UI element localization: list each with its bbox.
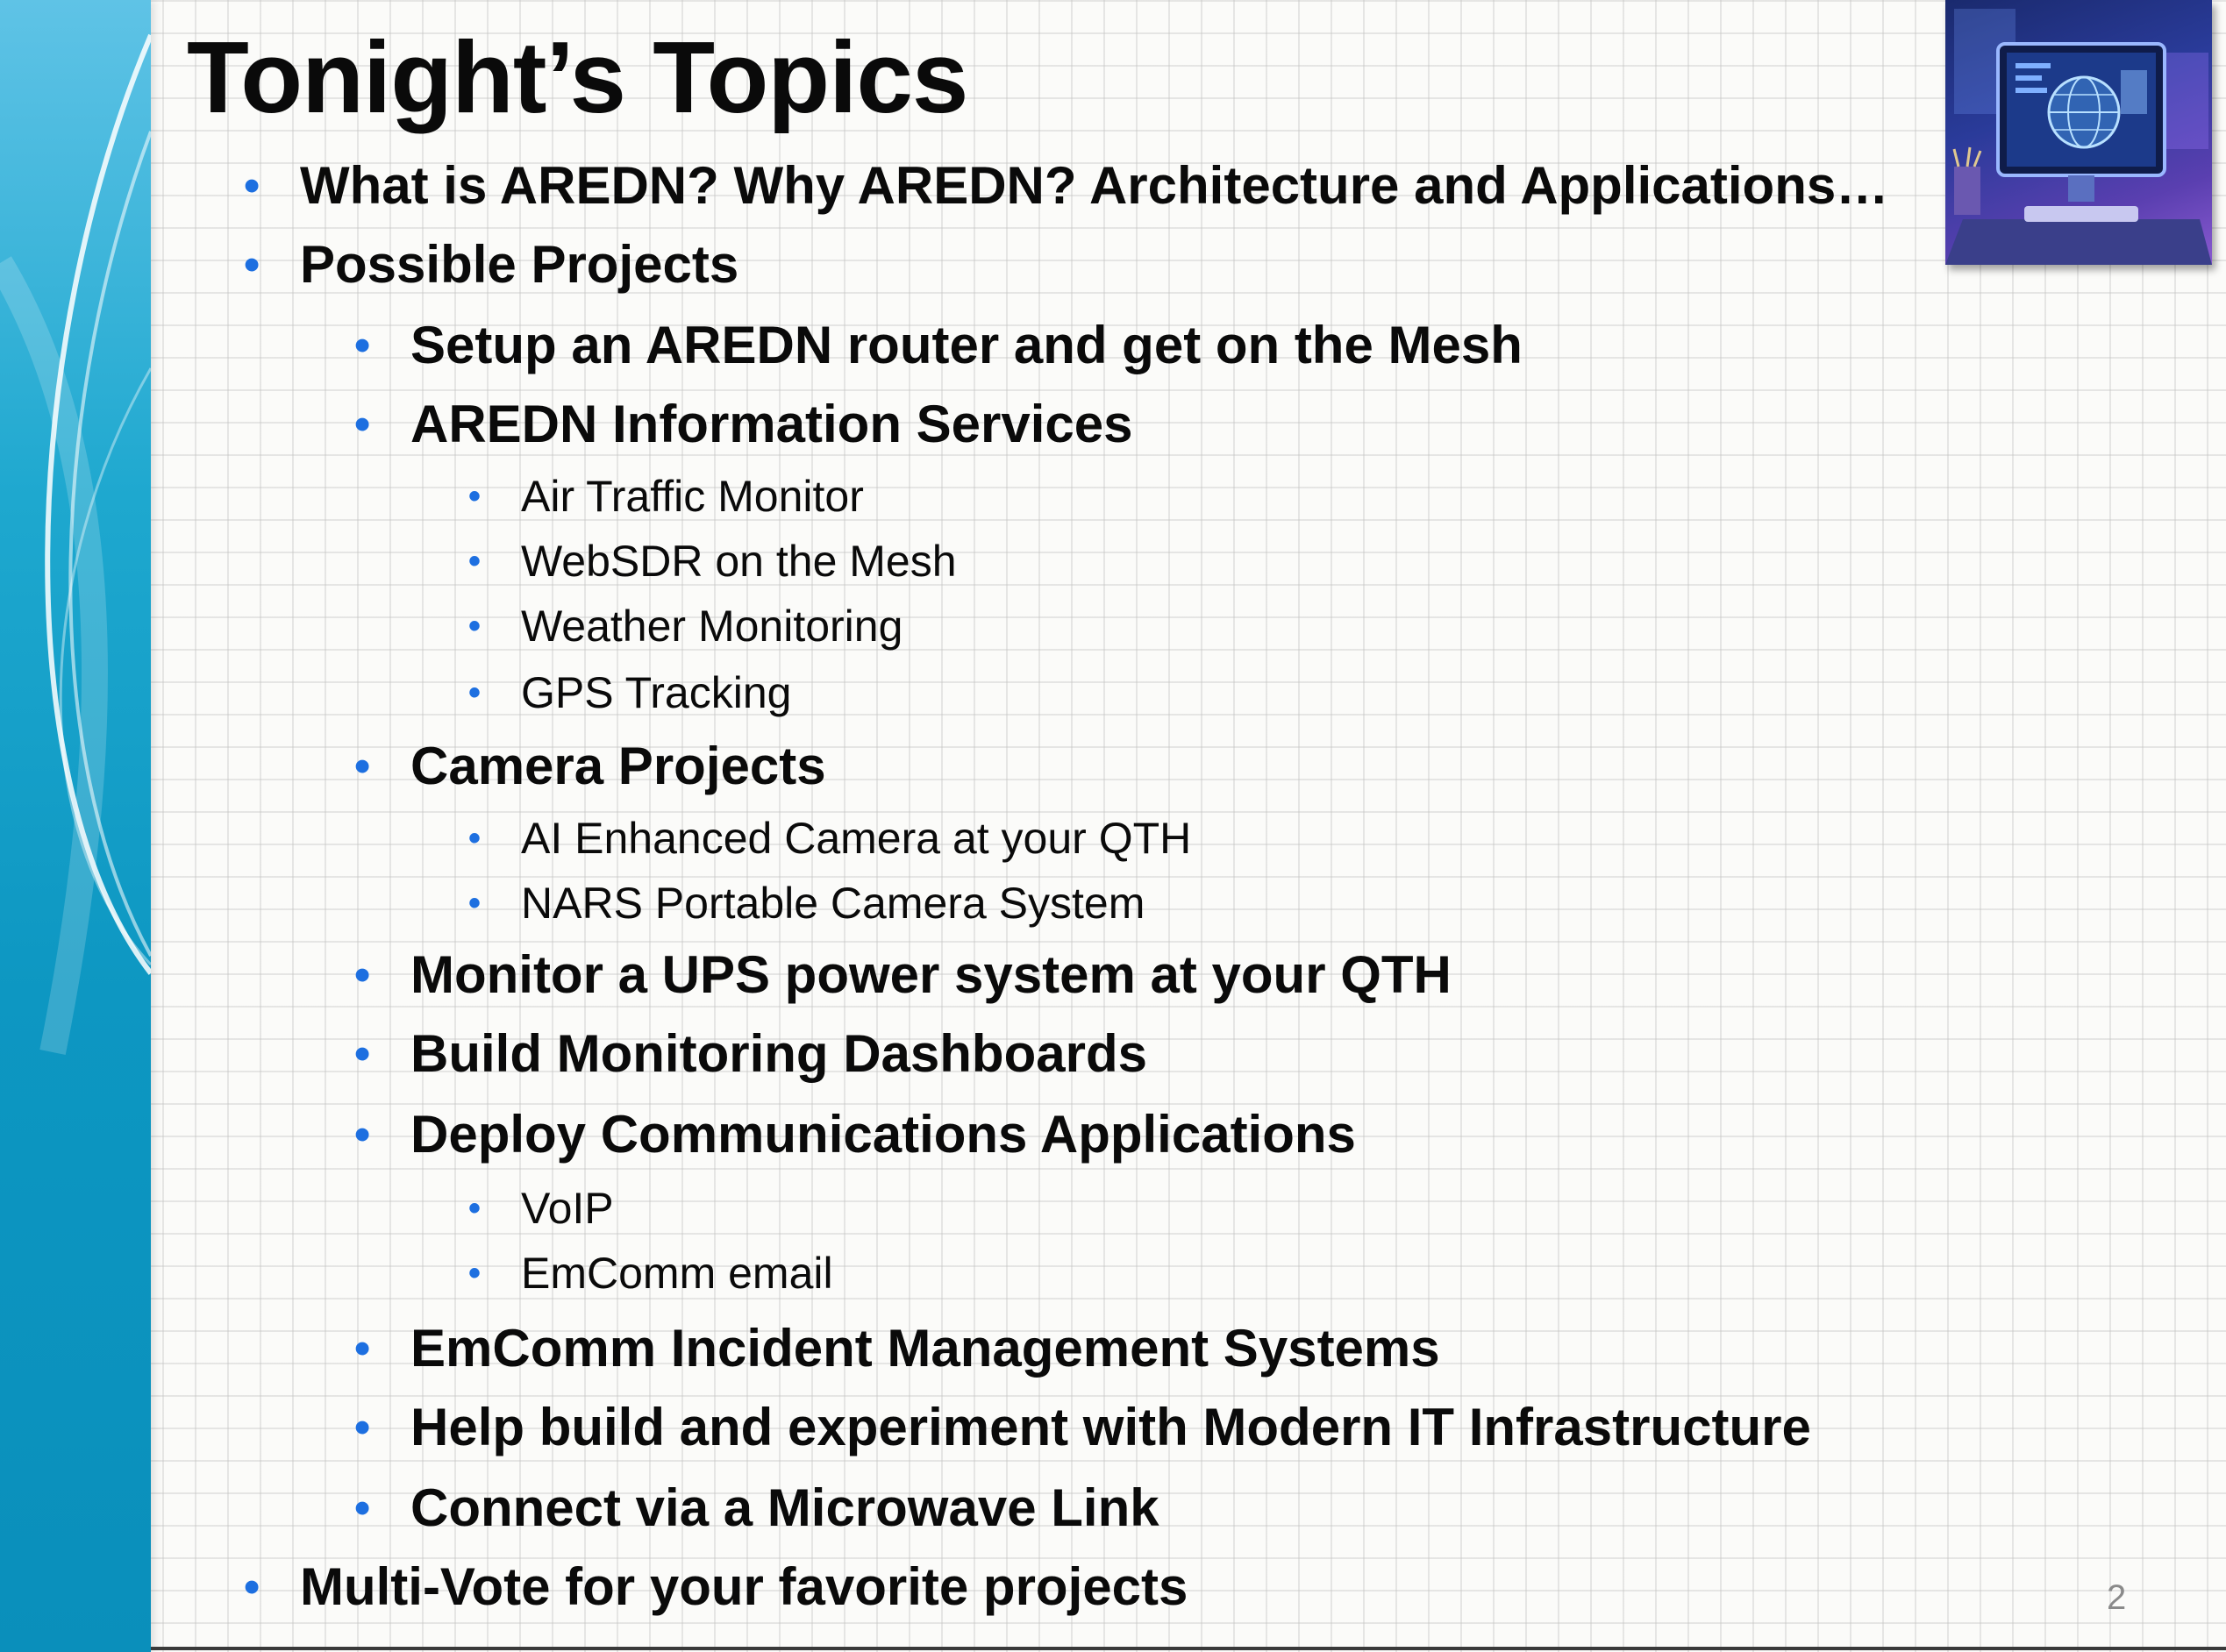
topic-text: Monitor a UPS power system at your QTH [410,945,1452,1004]
bullet-icon: • [354,950,371,1000]
topic-item-level-2 [354,735,826,798]
bullet-icon: • [468,607,482,645]
bullet-icon: • [468,477,482,516]
topic-item-level-2 [354,1022,1147,1086]
bullet-icon: • [468,542,482,580]
topic-text: Camera Projects [410,737,826,795]
bullet-icon: • [468,884,482,922]
topic-text: AI Enhanced Camera at your QTH [521,814,1192,863]
topic-text: Setup an AREDN router and get on the Mesh [410,316,1523,374]
bullet-icon: • [468,1254,482,1292]
topic-text: Build Monitoring Dashboards [410,1024,1147,1083]
topic-item-level-3 [468,470,864,523]
topic-item-level-3 [468,666,792,719]
topic-text: GPS Tracking [521,668,792,717]
topic-item-level-2 [354,1477,1159,1540]
topic-item-level-2 [354,1103,1356,1166]
topic-item-level-1 [244,154,1889,217]
topic-text: Help build and experiment with Modern IT Infrastructure [410,1398,1811,1456]
bullet-icon: • [468,1189,482,1228]
bullet-icon: • [468,673,482,712]
topic-item-level-2 [354,393,1133,456]
topic-item-level-3 [468,1247,833,1300]
topic-item-level-3 [468,877,1145,929]
topic-item-level-3 [468,535,957,587]
slide-number: 2 [2107,1578,2127,1617]
topic-text: Deploy Communications Applications [410,1105,1356,1164]
topic-item-level-3 [468,1182,614,1235]
topic-text: Connect via a Microwave Link [410,1478,1159,1537]
bullet-icon: • [244,1562,260,1613]
topic-item-level-3 [468,600,903,652]
topic-text: Multi-Vote for your favorite projects [300,1557,1188,1616]
bullet-icon: • [244,160,260,211]
bullet-icon: • [354,1402,371,1453]
topic-item-level-1 [244,233,739,296]
bullet-icon: • [354,1109,371,1160]
bullet-icon: • [244,239,260,290]
topic-item-level-2 [354,943,1452,1007]
topic-text: What is AREDN? Why AREDN? Architecture and Applications… [300,156,1889,215]
topic-item-level-2 [354,1396,1811,1459]
topic-item-level-2 [354,1317,1440,1380]
topic-text: AREDN Information Services [410,395,1133,453]
topic-text: EmComm email [521,1249,833,1298]
topic-text: Air Traffic Monitor [521,472,864,521]
bullet-icon: • [468,819,482,858]
bullet-icon: • [354,1323,371,1374]
topic-item-level-3 [468,812,1192,865]
topic-text: Weather Monitoring [521,602,903,651]
bullet-icon: • [354,1029,371,1079]
topic-text: VoIP [521,1184,614,1233]
topic-text: Possible Projects [300,235,739,294]
topic-text: WebSDR on the Mesh [521,537,957,586]
bullet-icon: • [354,320,371,371]
bullet-icon: • [354,399,371,450]
topic-text: NARS Portable Camera System [521,879,1145,928]
slide-title: Tonight’s Topics [187,20,968,134]
bullet-icon: • [354,741,371,792]
bullet-icon: • [354,1483,371,1534]
topic-item-level-1 [244,1556,1188,1619]
topic-text: EmComm Incident Management Systems [410,1319,1440,1378]
computer-monitor-icon [1945,0,2212,265]
topic-item-level-2 [354,314,1523,377]
